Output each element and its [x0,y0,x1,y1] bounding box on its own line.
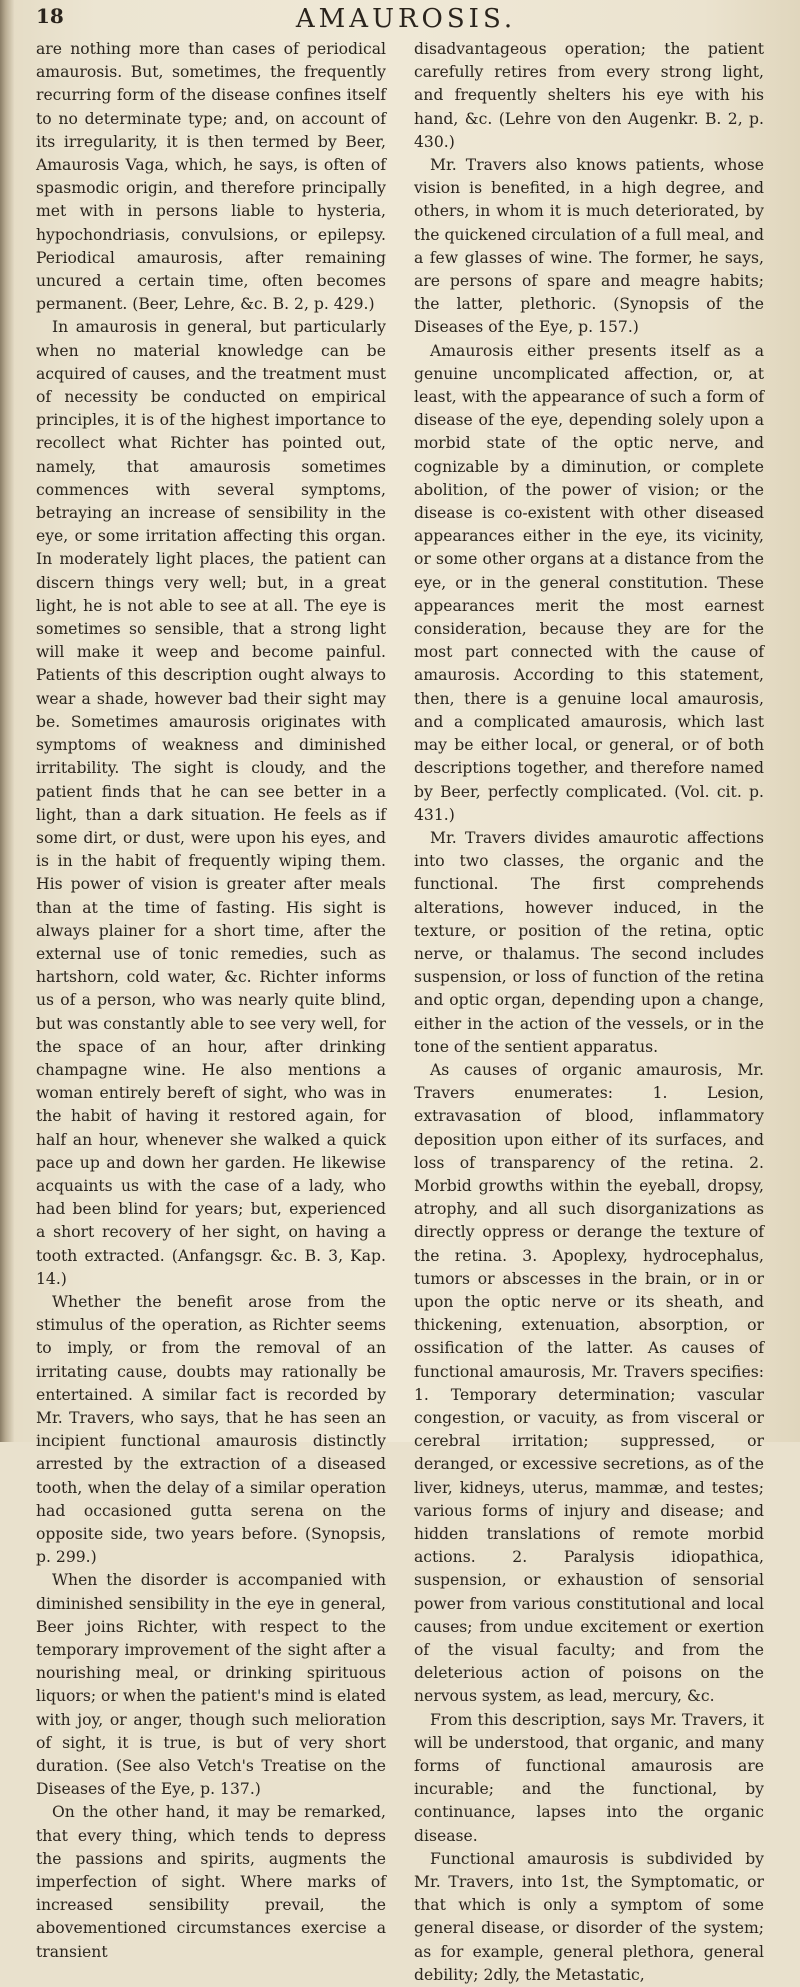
page-number: 18 [36,4,64,28]
paragraph: Mr. Travers divides amaurotic affections into two classes, the organic and the functional. The first comprehends alterations, however induced, in the texture, or position of the retina, optic nerve, or thalamus. The second includes suspension, or loss of function of the retina and optic organ, depending upon a change, either in the action of the vessels, or in the tone of the sentient apparatus. [414,828,764,1056]
page-header [36,4,776,40]
running-head: AMAUROSIS. [295,4,517,34]
paragraph: From this description, says Mr. Travers, it will be understood, that organic, and many forms of functional amaurosis are incurable; and the functional, by continuance, lapses into the organic disease. [414,1710,764,1845]
paragraph: Amaurosis either presents itself as a genuine uncomplicated affection, or, at least, with the appearance of such a form of disease of the eye, depending solely upon a morbid state of the optic nerve, and cognizable by a diminution, or complete abolition, of the power of vision; or the disease is co-existent with other diseased appearances either in the eye, its vicinity, or some other organs at a distance from the eye, or in the general constitution. These appearances merit the most earnest consideration, because they are for the most part connected with the cause of amaurosis. According to this statement, then, there is a genuine local amaurosis, and a complicated amaurosis, which last may be either local, or general, or of both descriptions together, and therefore named by Beer, perfectly complicated. (Vol. cit. p. 431.) [414,341,764,824]
paragraph: Functional amaurosis is subdivided by Mr. Travers, into 1st, the Symptomatic, or that which is only a symptom of some general disease, or disorder of the system; as for example, general plethora, general debility; 2dly, the Metastatic, [414,1849,764,1984]
paragraph: On the other hand, it may be remarked, that every thing, which tends to depress the passions and spirits, augments the imperfection of sight. Where marks of increased sensibility prevail, the abovementioned circumstances exercise a transient [36,1803,386,1961]
left-column [36,38,386,1964]
paragraph: Mr. Travers also knows patients, whose vision is benefited, in a high degree, and others, in whom it is much deteriorated, by the quickened circulation of a full meal, and a few glasses of wine. The former, he says, are persons of spare and meagre habits; the latter, plethoric. (Synopsis of the Diseases of the Eye, p. 157.) [414,156,764,337]
paragraph: As causes of organic amaurosis, Mr. Travers enumerates: 1. Lesion, extravasation of blood, inflammatory deposition upon either of its surfaces, and loss of transparency of the retina. 2. Morbid growths within the eyeball, dropsy, atrophy, and all such disorganizations as directly oppress or derange the texture of the retina. 3. Apoplexy, hydrocephalus, tumors or abscesses in the brain, or in or upon the optic nerve or its sheath, and thickening, extenuation, absorption, or ossification of the latter. As causes of functional amaurosis, Mr. Travers specifies: 1. Temporary determination; vascular congestion, or vacuity, as from visceral or cerebral irritation; suppressed, or deranged, or excessive secretions, as of the liver, kidneys, uterus, mammæ, and testes; various forms of injury and disease; and hidden translations of remote morbid actions. 2. Paralysis idiopathica, suspension, or exhaustion of sensorial power from various constitutional and local causes; from undue excitement or exertion of the visual faculty; and from the deleterious action of poisons on the nervous system, as lead, mercury, &c. [414,1060,764,1706]
paragraph: disadvantageous operation; the patient carefully retires from every strong light, and frequently shelters his eye with his hand, &c. (Lehre von den Augenkr. B. 2, p. 430.) [414,40,764,151]
paragraph: are nothing more than cases of periodical amaurosis. But, sometimes, the frequently recurring form of the disease confines itself to no determinate type; and, on account of its irregularity, it is then termed by Beer, Amaurosis Vaga, which, he says, is often of spasmodic origin, and therefore principally met with in persons liable to hysteria, hypochondriasis, convulsions, or epilepsy. Periodical amaurosis, after remaining uncured a certain time, often becomes permanent. (Beer, Lehre, &c. B. 2, p. 429.) [36,40,386,314]
page-binding-shadow [0,0,14,1442]
paragraph: In amaurosis in general, but particularly when no material knowledge can be acquired of causes, and the treatment must of necessity be conducted on empirical principles, it is of the highest importance to recollect what Richter has pointed out, namely, that amaurosis sometimes commences with several symptoms, betraying an increase of sensibility in the eye, or some irritation affecting this organ. In moderately light places, the patient can discern things very well; but, in a great light, he is not able to see at all. The eye is sometimes so sensible, that a strong light will make it weep and become painful. Patients of this description ought always to wear a shade, however bad their sight may be. Sometimes amaurosis originates with symptoms of weakness and diminished irritability. The sight is cloudy, and the patient finds that he can see better in a light, than a dark situation. He feels as if some dirt, or dust, were upon his eyes, and is in the habit of frequently wiping them. His power of vision is greater after meals than at the time of fasting. His sight is always plainer for a short time, after the external use of tonic remedies, such as hartshorn, cold water, &c. Richter informs us of a person, who was nearly quite blind, but was constantly able to see very well, for the space of an hour, after drinking champagne wine. He also mentions a woman entirely bereft of sight, who was in the habit of having it restored again, for half an hour, whenever she walked a quick pace up and down her garden. He likewise acquaints us with the case of a lady, who had been blind for years; but, experienced a short recovery of her sight, on having a tooth extracted. (Anfangsgr. &c. B. 3, Kap. 14.) [36,318,386,1288]
paragraph: Whether the benefit arose from the stimulus of the operation, as Richter seems to imply, or from the removal of an irritating cause, doubts may rationally be entertained. A similar fact is recorded by Mr. Travers, who says, that he has seen an incipient functional amaurosis distinctly arrested by the extraction of a diseased tooth, when the delay of a similar operation had occasioned gutta serena on the opposite side, two years before. (Synopsis, p. 299.) [36,1292,386,1567]
right-column [414,38,764,1987]
paragraph: When the disorder is accompanied with diminished sensibility in the eye in general, Beer joins Richter, with respect to the temporary improvement of the sight after a nourishing meal, or drinking spirituous liquors; or when the patient's mind is elated with joy, or anger, though such melioration of sight, it is true, is but of very short duration. (See also Vetch's Treatise on the Diseases of the Eye, p. 137.) [36,1571,386,1799]
